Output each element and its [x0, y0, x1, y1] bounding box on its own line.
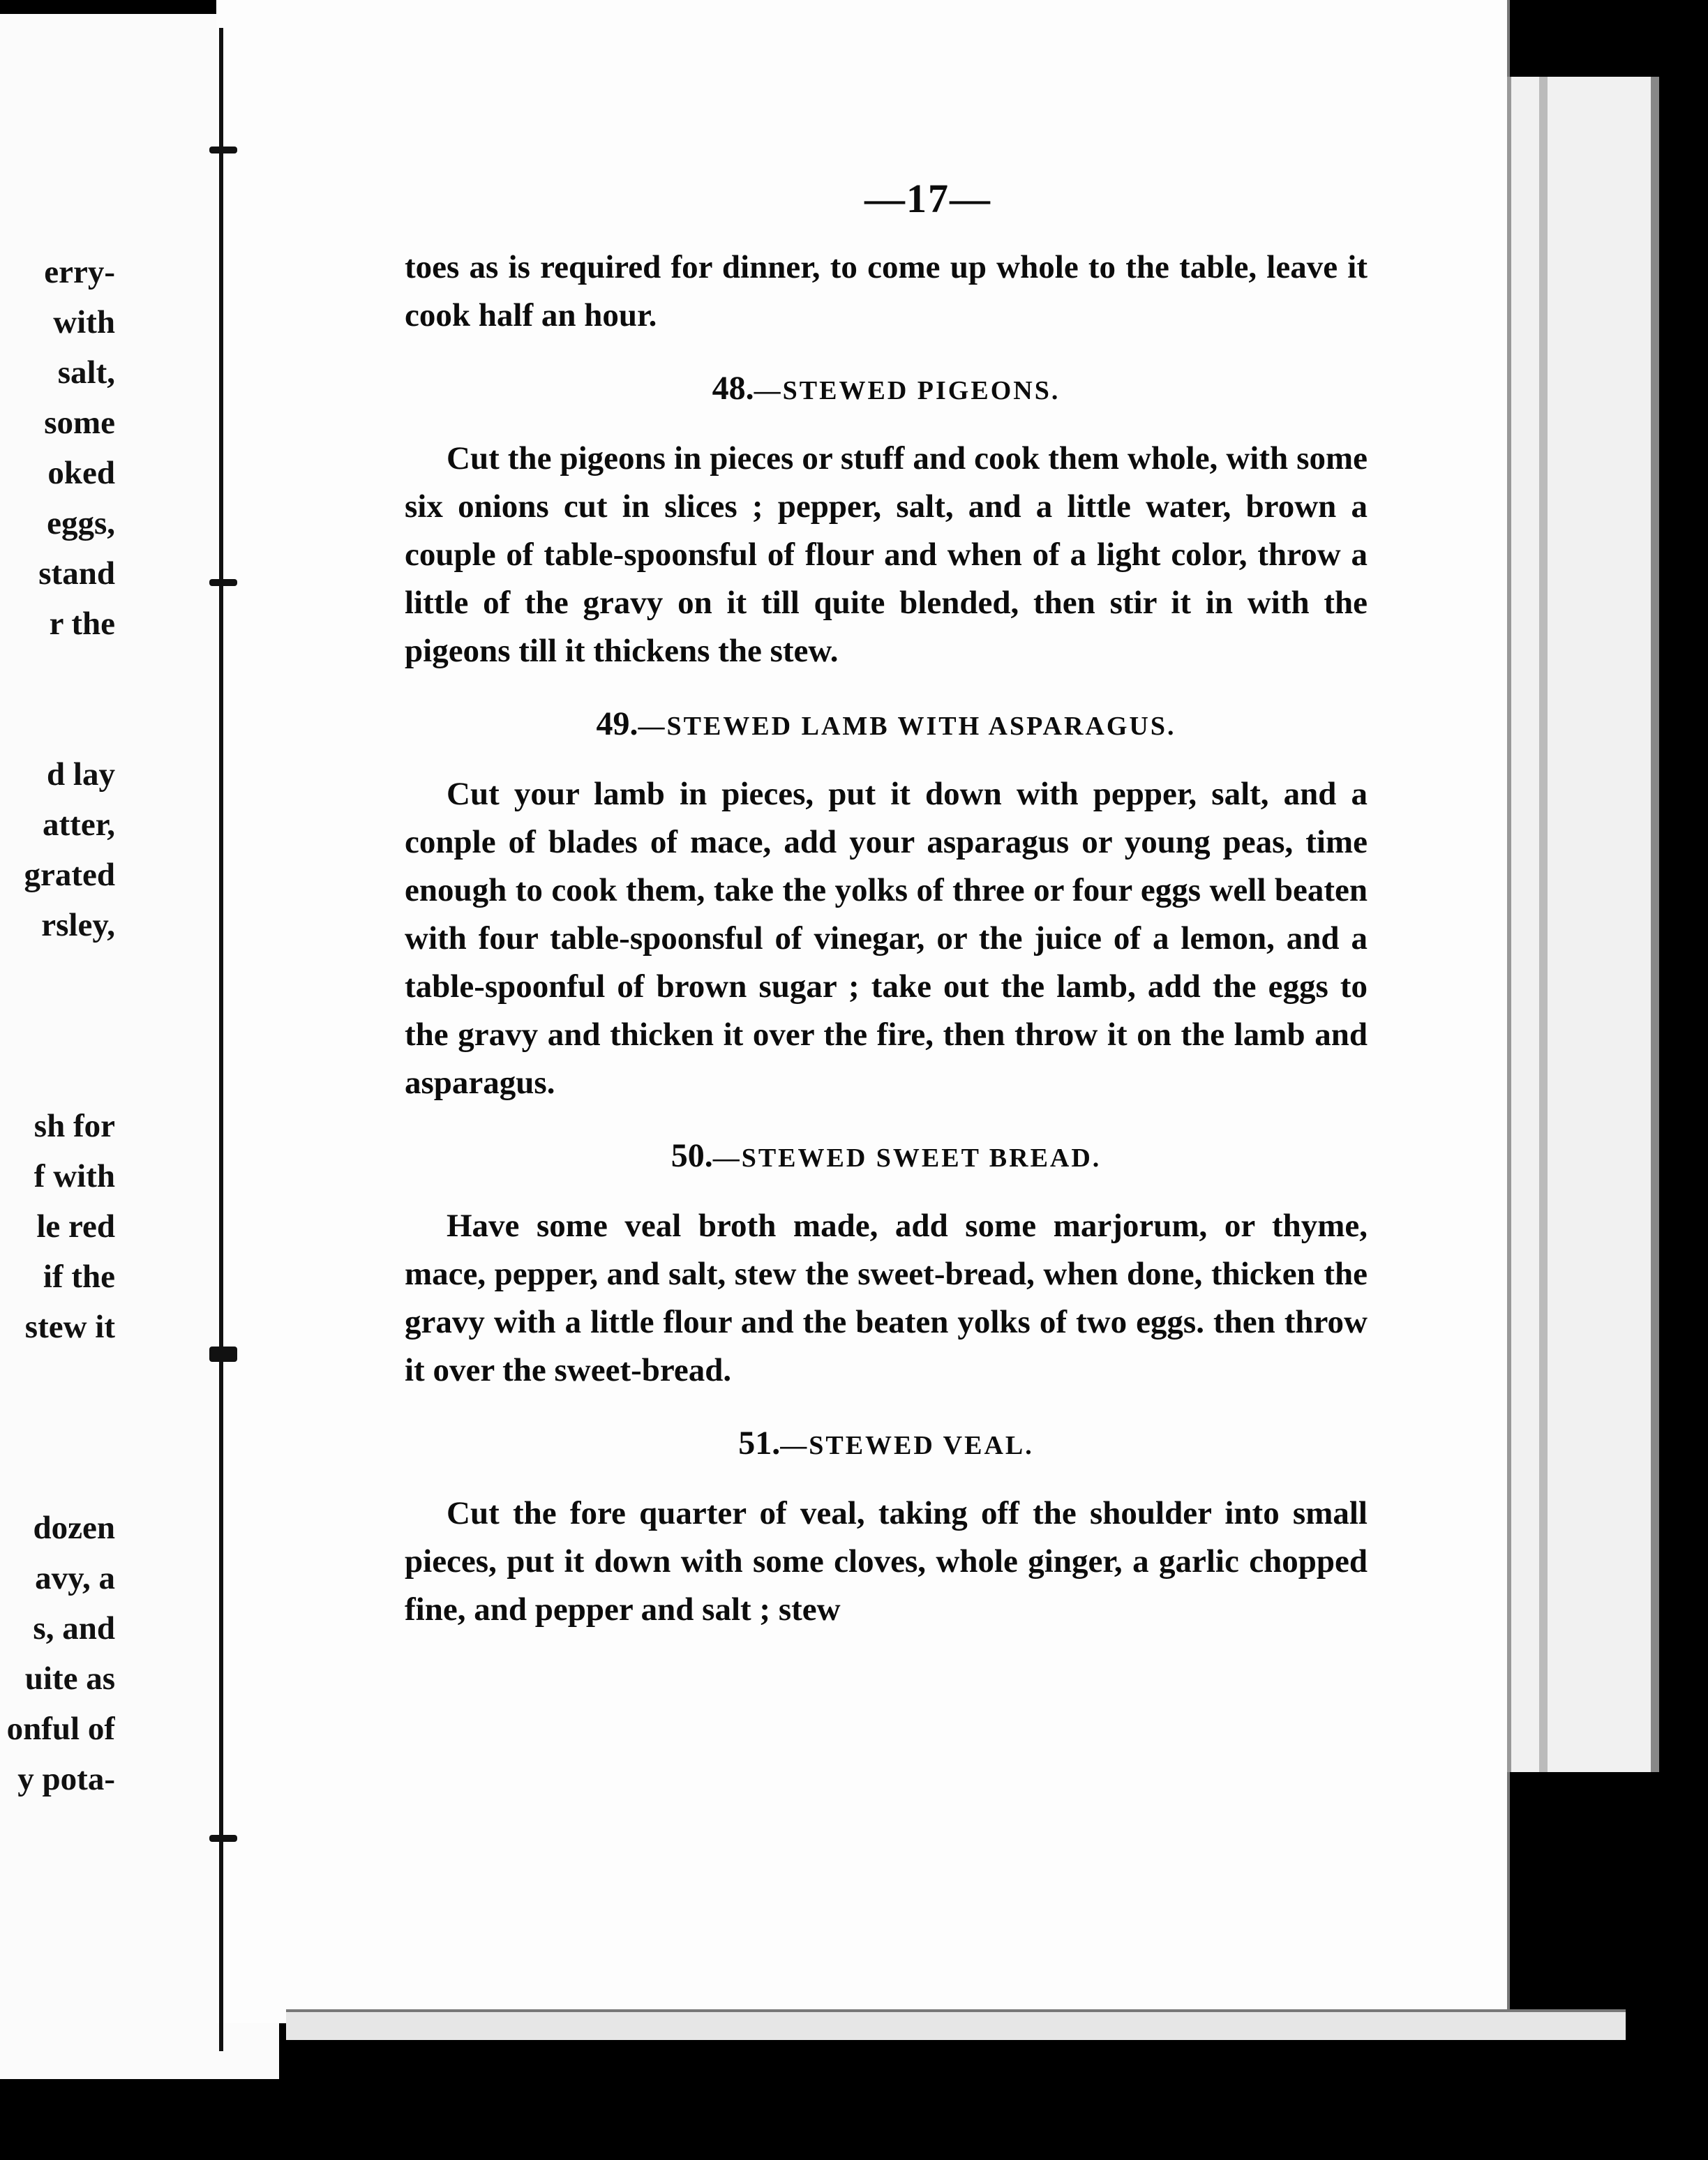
left-page-line: s, and — [33, 1610, 115, 1647]
binding-stitch — [209, 1347, 237, 1362]
left-page-line: le red — [36, 1208, 115, 1245]
left-page-line: rsley, — [41, 907, 115, 943]
left-page-line: sh for — [33, 1108, 115, 1144]
left-page-line: some — [44, 405, 115, 441]
binding-stitch — [209, 579, 237, 586]
recipe-heading — [405, 1132, 1368, 1183]
left-page-line: grated — [24, 857, 115, 893]
recipe-number: 51. — [738, 1425, 781, 1462]
recipe-heading — [405, 700, 1368, 751]
left-page-line: dozen — [33, 1510, 115, 1546]
recipe-number: 48. — [712, 370, 754, 407]
left-page-line: r the — [49, 606, 115, 642]
page-edge-inner — [1539, 77, 1548, 1772]
page-edges — [1507, 77, 1659, 1772]
recipe-text: Cut your lamb in pieces, put it down with pepper, salt, and a conple of blades of mace, add your asparagus or young peas, time enough to cook them, take the yolks of three or four eggs well beaten with four table-spoonsful of vinegar, or the juice of a lemon, and a table-spoonful of brown sugar ; take out the lamb, add the eggs to the gravy and thicken it over the fire, then throw it on the lamb and asparagus. — [405, 776, 1368, 1101]
left-page-line: salt, — [57, 354, 115, 391]
recipe-text: Have some veal broth made, add some marjorum, or thyme, mace, pepper, and salt, stew the sweet-bread, when done, thicken the gravy with a little flour and the beaten yolks of two eggs. then throw it over the sweet-bread. — [405, 1208, 1368, 1388]
gutter-line — [219, 28, 223, 2051]
recipe-text: Cut the pigeons in pieces or stuff and cook them whole, with some six onions cut in slices ; pepper, salt, and a little water, brown a couple of table-spoonsful of flour and when of a light color, throw a little of the gravy on it till quite blended, then stir it in with the pigeons till it thickens the stew. — [405, 440, 1368, 669]
recipe-title: —STEWED LAMB WITH ASPARAGUS. — [638, 712, 1176, 741]
recipe-heading — [405, 364, 1368, 415]
left-page-line: uite as — [24, 1660, 115, 1697]
left-page-line: if the — [43, 1259, 115, 1295]
left-page-line: stand — [38, 555, 115, 592]
recipe-text: Cut the fore quarter of veal, taking off the shoulder into small pieces, put it down with some cloves, whole ginger, a garlic chopped fine, and pepper and salt ; stew — [405, 1495, 1368, 1628]
recipe-title: —STEWED SWEET BREAD. — [712, 1143, 1102, 1173]
left-page-line: with — [53, 304, 115, 340]
left-page-line: onful of — [6, 1711, 115, 1747]
binding-stitch — [209, 147, 237, 153]
left-page-line: avy, a — [35, 1560, 115, 1596]
left-page-line: y pota- — [17, 1761, 115, 1797]
page-number: —17— — [864, 176, 991, 221]
recipe-title: —STEWED VEAL. — [780, 1431, 1034, 1460]
recipe-number: 49. — [596, 705, 638, 742]
left-page-line: oked — [47, 455, 115, 491]
binding-stitch — [209, 1835, 237, 1842]
recipe-heading — [405, 1419, 1368, 1470]
recipe-title: —STEWED PIGEONS. — [754, 376, 1061, 405]
intro-paragraph: toes as is required for dinner, to come up whole to the table, leave it cook half an hour. — [405, 249, 1368, 333]
page-bottom-edge — [286, 2009, 1626, 2040]
left-page-line: d lay — [47, 756, 115, 793]
book-gutter — [209, 28, 237, 2051]
left-page-line: stew it — [24, 1309, 115, 1345]
left-page-line: erry- — [44, 254, 115, 290]
page-content — [405, 174, 1368, 1634]
left-page-line: atter, — [43, 807, 115, 843]
recipe-number: 50. — [671, 1137, 713, 1174]
left-page-line: eggs, — [47, 505, 115, 541]
left-page-line: f with — [33, 1158, 115, 1194]
